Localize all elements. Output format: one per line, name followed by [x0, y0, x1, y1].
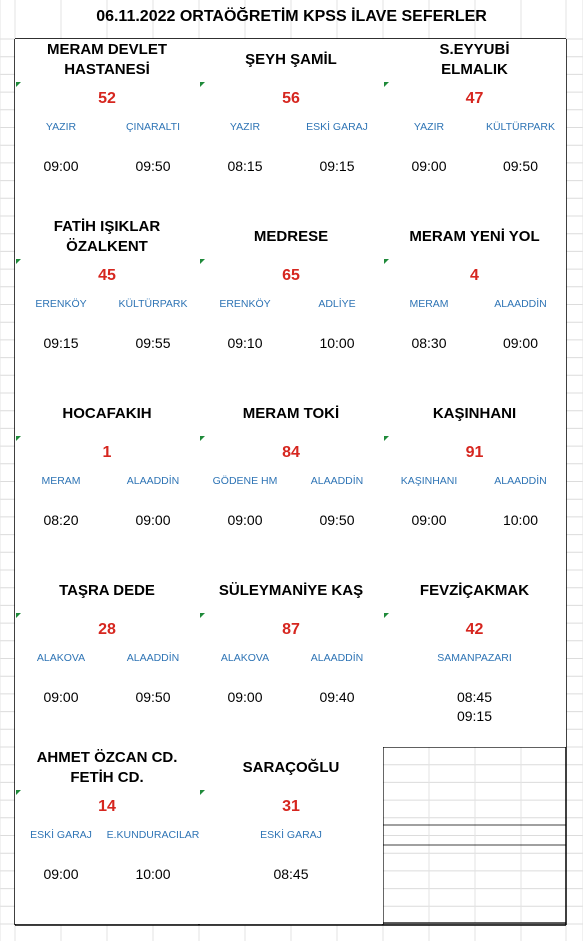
cell-comment-marker	[200, 613, 205, 618]
cell-comment-marker	[200, 259, 205, 264]
cell-comment-marker	[16, 259, 21, 264]
page-title: 06.11.2022 ORTAÖĞRETİM KPSS İLAVE SEFERLER	[96, 8, 487, 25]
route-name: HOCAFAKIH	[15, 393, 199, 435]
route-number: 14	[15, 789, 199, 825]
stop-name: ALAKOVA	[15, 648, 107, 668]
route-name: TAŞRA DEDE	[15, 570, 199, 612]
departure-time: 09:00	[15, 845, 107, 924]
stop-name: E.KUNDURACILAR	[107, 825, 199, 845]
departure-time: 09:00	[107, 491, 199, 570]
departure-time: 09:00	[15, 668, 107, 747]
route-name: S.EYYUBİ ELMALIK	[383, 39, 566, 81]
stop-name: ESKİ GARAJ	[15, 825, 107, 845]
cell-comment-marker	[200, 790, 205, 795]
route-number: 1	[15, 435, 199, 471]
stop-name: ESKİ GARAJ	[291, 117, 383, 137]
stop-name: ALAADDİN	[107, 471, 199, 491]
stop-name: MERAM	[15, 471, 107, 491]
departure-time: 09:10	[199, 314, 291, 393]
stop-name: ALAADDİN	[107, 648, 199, 668]
stop-name: YAZIR	[15, 117, 107, 137]
route-number: 4	[383, 258, 566, 294]
cell-comment-marker	[384, 613, 389, 618]
cell-comment-marker	[16, 436, 21, 441]
departure-time: 08:45 09:15	[383, 668, 566, 747]
departure-time: 09:00	[383, 491, 475, 570]
stop-name: GÖDENE HM	[199, 471, 291, 491]
departure-time: 09:50	[107, 137, 199, 216]
stop-name: ALAADDİN	[291, 648, 383, 668]
departure-time: 09:00	[383, 137, 475, 216]
route-number: 87	[199, 612, 383, 648]
route-number: 56	[199, 81, 383, 117]
route-name: FEVZİÇAKMAK	[383, 570, 566, 612]
departure-time: 09:50	[107, 668, 199, 747]
route-name: SÜLEYMANİYE KAŞ	[199, 570, 383, 612]
departure-time: 09:00	[475, 314, 566, 393]
stop-name: ALAKOVA	[199, 648, 291, 668]
route-name: MERAM YENİ YOL	[383, 216, 566, 258]
route-name: FATİH IŞIKLAR ÖZALKENT	[15, 216, 199, 258]
departure-time: 10:00	[107, 845, 199, 924]
departure-time: 09:55	[107, 314, 199, 393]
departure-time: 09:50	[475, 137, 566, 216]
cell-comment-marker	[384, 259, 389, 264]
stop-name: ESKİ GARAJ	[199, 825, 383, 845]
departure-time: 09:00	[199, 668, 291, 747]
departure-time: 10:00	[291, 314, 383, 393]
stop-name: YAZIR	[199, 117, 291, 137]
departure-time: 09:00	[15, 137, 107, 216]
departure-time: 09:50	[291, 491, 383, 570]
stop-name: SAMANPAZARI	[383, 648, 566, 668]
stop-name: YAZIR	[383, 117, 475, 137]
departure-time: 08:15	[199, 137, 291, 216]
departure-time: 09:40	[291, 668, 383, 747]
route-number: 28	[15, 612, 199, 648]
stop-name: MERAM	[383, 294, 475, 314]
route-name: MEDRESE	[199, 216, 383, 258]
cell-comment-marker	[384, 436, 389, 441]
route-number: 47	[383, 81, 566, 117]
stop-name: KAŞINHANI	[383, 471, 475, 491]
stop-name: KÜLTÜRPARK	[475, 117, 566, 137]
cell-comment-marker	[16, 613, 21, 618]
cell-comment-marker	[200, 436, 205, 441]
departure-time: 09:15	[15, 314, 107, 393]
route-number: 65	[199, 258, 383, 294]
route-number: 84	[199, 435, 383, 471]
route-name: MERAM DEVLET HASTANESİ	[15, 39, 199, 81]
cell-comment-marker	[384, 82, 389, 87]
departure-time: 08:30	[383, 314, 475, 393]
cell-comment-marker	[16, 82, 21, 87]
stop-name: ÇINARALTI	[107, 117, 199, 137]
cell-comment-marker	[200, 82, 205, 87]
departure-time: 08:20	[15, 491, 107, 570]
departure-time: 10:00	[475, 491, 566, 570]
departure-time: 09:15	[291, 137, 383, 216]
departure-time: 09:00	[199, 491, 291, 570]
route-name: KAŞINHANI	[383, 393, 566, 435]
route-name: AHMET ÖZCAN CD. FETİH CD.	[15, 747, 199, 789]
route-number: 91	[383, 435, 566, 471]
stop-name: ALAADDİN	[475, 294, 566, 314]
route-name: ŞEYH ŞAMİL	[199, 39, 383, 81]
cell-comment-marker	[16, 790, 21, 795]
stop-name: ALAADDİN	[291, 471, 383, 491]
stop-name: ADLİYE	[291, 294, 383, 314]
route-number: 52	[15, 81, 199, 117]
stop-name: ERENKÖY	[199, 294, 291, 314]
stop-name: ALAADDİN	[475, 471, 566, 491]
departure-time: 08:45	[199, 845, 383, 924]
route-name: SARAÇOĞLU	[199, 747, 383, 789]
route-number: 42	[383, 612, 566, 648]
stop-name: KÜLTÜRPARK	[107, 294, 199, 314]
route-number: 31	[199, 789, 383, 825]
stop-name: ERENKÖY	[15, 294, 107, 314]
route-number: 45	[15, 258, 199, 294]
route-name: MERAM TOKİ	[199, 393, 383, 435]
